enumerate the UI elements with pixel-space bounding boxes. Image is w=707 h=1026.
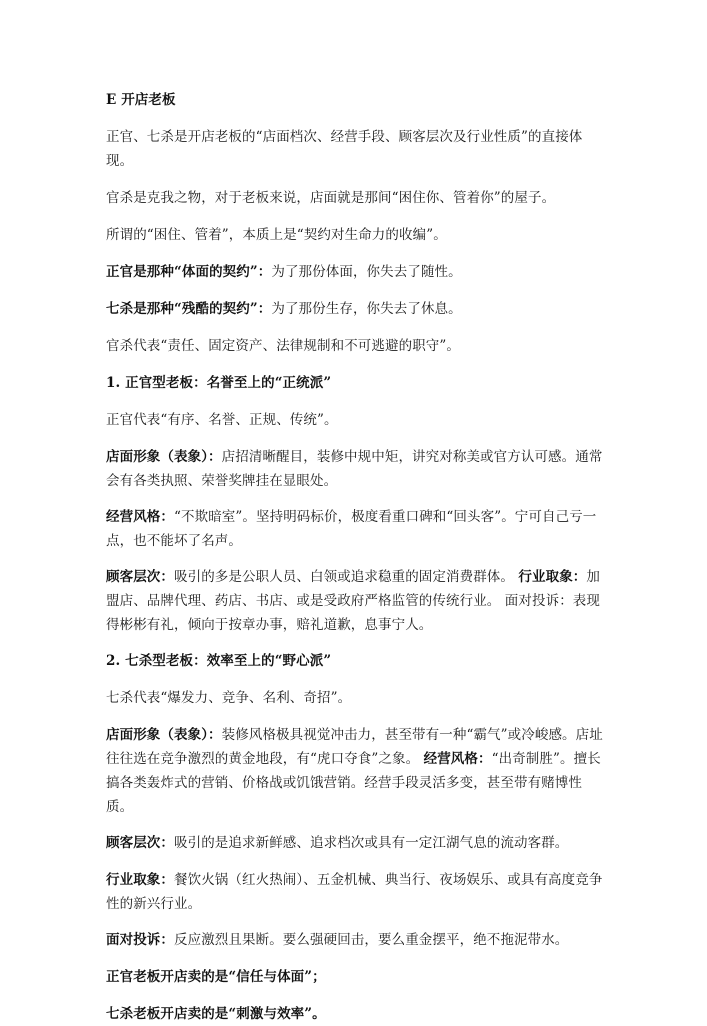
paragraph	[106, 505, 607, 553]
paragraph: 七杀代表“爆发力、竞争、名利、奇招”。	[106, 690, 352, 706]
paragraph-text: 加盟店、品牌代理、药店、书店、或是受政府严格监管的传统行业。 面对投诉：表现得彬彬有礼，倾向于按章办事，赔礼道歉，息事宁人。	[106, 569, 601, 633]
paragraph: 官杀是克我之物，对于老板来说，店面就是那间“困住你、管着你”的屋子。	[106, 190, 556, 206]
paragraph	[106, 565, 607, 637]
bold-label: 店面形象（表象）：	[106, 727, 222, 743]
paragraph: 正官代表“有序、名誉、正规、传统”。	[106, 412, 338, 428]
paragraph	[106, 297, 607, 321]
paragraph: 正官、七杀是开店老板的“店面档次、经营手段、顾客层次及行业性质”的直接体现。	[106, 129, 583, 169]
paragraph	[106, 445, 607, 493]
bold-label: 正官是那种“体面的契约”：	[106, 264, 272, 280]
section-title: E 开店老板	[106, 92, 176, 108]
paragraph-text: “不欺暗室”。坚持明码标价，极度看重口碑和“回头客”。宁可自己亏一点，也不能坏了名声。	[106, 509, 597, 549]
bold-label: 顾客层次：	[106, 835, 174, 851]
bold-label: 经营风格：	[106, 509, 174, 525]
paragraph	[106, 928, 607, 952]
paragraph	[106, 868, 607, 916]
bold-label: 七杀是那种“残酷的契约”：	[106, 301, 272, 317]
paragraph-text: “出奇制胜”。擅长搞各类轰炸式的营销、价格战或饥饿营销。经营手段灵活多变，甚至带有赌博性质。	[106, 751, 601, 815]
subheading: 1. 正官型老板：名誉至上的“正统派”	[106, 375, 332, 391]
paragraph: 所谓的“困住、管着”，本质上是“契约对生命力的收编”。	[106, 227, 447, 243]
paragraph-text: 为了那份体面，你失去了随性。	[271, 264, 462, 280]
bold-label: 行业取象：	[518, 569, 587, 585]
paragraph-text: 为了那份生存，你失去了休息。	[271, 301, 462, 317]
bold-label: 行业取象：	[106, 872, 174, 888]
paragraph	[106, 260, 607, 284]
paragraph-text: 吸引的多是公职人员、白领或追求稳重的固定消费群体。	[174, 569, 514, 585]
paragraph-text: 反应激烈且果断。要么强硬回击，要么重金摆平，绝不拖泥带水。	[174, 932, 569, 948]
paragraph	[106, 723, 607, 819]
paragraph-text: 吸引的是追求新鲜感、追求档次或具有一定江湖气息的流动客群。	[174, 835, 569, 851]
paragraph-text: 餐饮火锅（红火热闹）、五金机械、典当行、夜场娱乐、或具有高度竞争性的新兴行业。	[106, 872, 603, 912]
summary-line: 七杀老板开店卖的是“刺激与效率”。	[106, 1006, 326, 1022]
paragraph	[106, 831, 607, 855]
bold-label: 顾客层次：	[106, 569, 174, 585]
bold-label: 面对投诉：	[106, 932, 174, 948]
summary-line: 正官老板开店卖的是“信任与体面”；	[106, 969, 326, 985]
bold-label: 店面形象（表象）：	[106, 449, 222, 465]
bold-label: 经营风格：	[423, 751, 492, 767]
paragraph: 官杀代表“责任、固定资产、法律规制和不可逃避的职守”。	[106, 338, 461, 354]
paragraph-text: 店招清晰醒目，装修中规中矩，讲究对称美或官方认可感。通常会有各类执照、荣誉奖牌挂在显眼处。	[106, 449, 603, 489]
paragraph-text: 装修风格极具视觉冲击力，甚至带有一种“霸气”或冷峻感。店址往往选在竞争激烈的黄金地段，有“虎口夺食”之象。	[106, 727, 603, 767]
subheading: 2. 七杀型老板：效率至上的“野心派”	[106, 653, 332, 669]
